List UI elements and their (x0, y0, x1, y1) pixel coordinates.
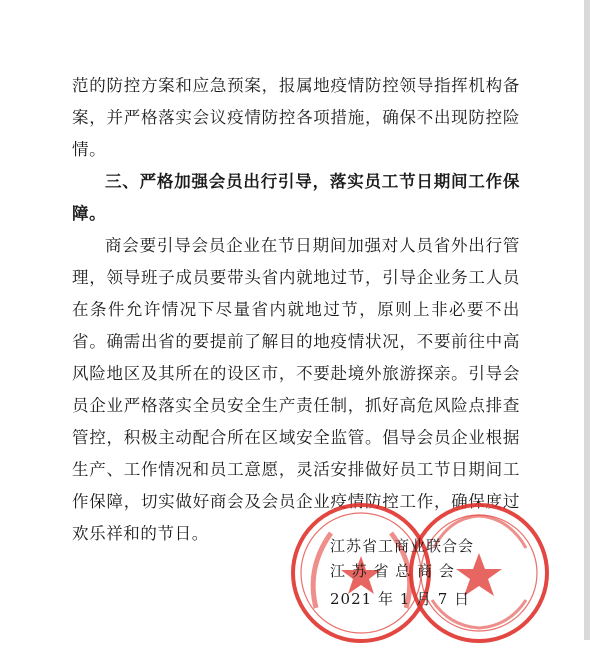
paragraph-2: 商会要引导会员企业在节日期间加强对人员省外出行管理，领导班子成员要带头省内就地过节，引导企业务工人员在条件允许情况下尽量省内就地过节，原则上非必要不出省。确需出省的要提前了解目的地疫情状况，不要前往中高风险地区及其所在的设区市，不要赴境外旅游探亲。引导会员企业严格落实全员安全生产责任制，抓好高危风险点排查管控，积极主动配合所在区域安全监管。倡导会员企业根据生产、工作情况和员工意愿，灵活安排做好员工节日期间工作保障，切实做好商会及会员企业疫情防控工作，确保度过欢乐祥和的节日。 (72, 236, 520, 543)
signature-org-1: 江苏省工商业联合会 (330, 537, 475, 555)
signature-date: 2021 年 1 月 7 日 (330, 590, 471, 608)
top-margin (0, 0, 590, 20)
section-heading-3: 三、严格加强会员出行引导，落实员工节日期间工作保障。 (72, 172, 520, 223)
paragraph-1: 范的防控方案和应急预案，报属地疫情防控领导指挥机构备案，并严格落实会议疫情防控各项措施，确保不出现防控险情。 (72, 76, 520, 159)
scrollbar-track[interactable] (584, 0, 590, 640)
signature-org-2: 江 苏 省 总 商 会 (330, 562, 455, 580)
document-body (72, 70, 520, 550)
